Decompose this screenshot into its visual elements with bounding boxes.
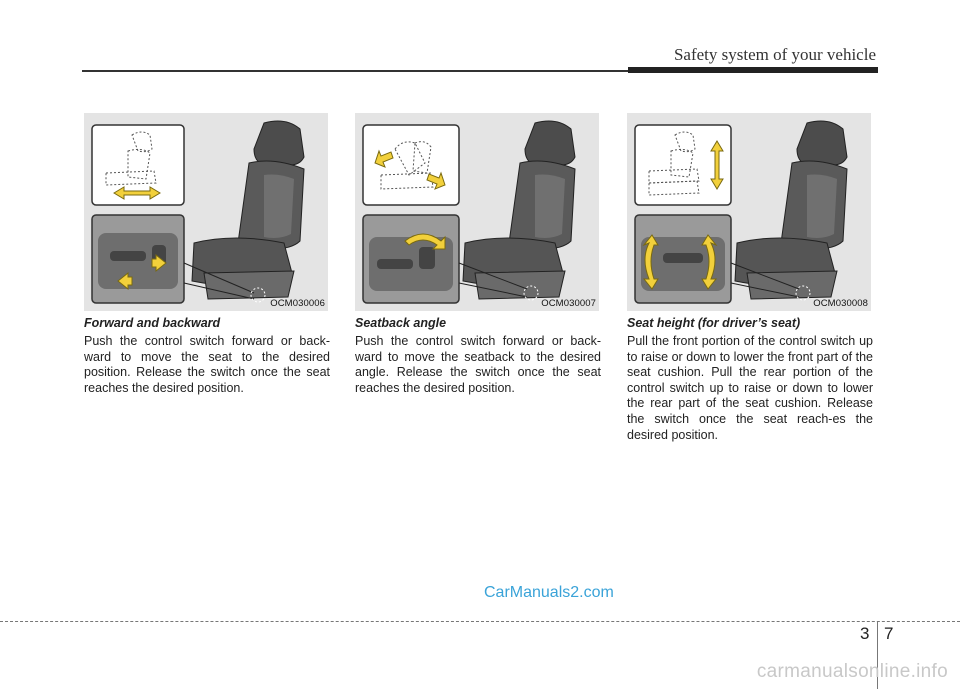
inset-seat-diagram <box>363 125 459 205</box>
site-watermark: carmanualsonline.info <box>756 661 948 682</box>
seat-illustration <box>192 121 304 299</box>
section-body-forward-backward: Push the control switch forward or back-ward to move the seat to the desired position. Release the switch once the seat reaches the desired position. <box>84 334 330 395</box>
section-title-seatback-angle: Seatback angle <box>355 316 447 330</box>
figure-seatback-angle <box>355 113 599 311</box>
seat-illustration <box>735 121 847 299</box>
inset-seat-diagram <box>92 125 184 205</box>
carmanuals-watermark-link[interactable]: CarManuals2.com <box>484 584 614 601</box>
figure-seat-height <box>627 113 871 311</box>
section-body-seat-height: Pull the front portion of the control switch up to raise or down to lower the front part of the seat cushion. Pull the rear portion of the control switch up to raise or down to lower the rear part of the seat cushion. Release the switch once the seat reach-es the desired position. <box>627 334 873 442</box>
seat-illustration <box>463 121 575 299</box>
section-title-forward-backward: Forward and backward <box>84 316 221 330</box>
page-number: 7 <box>884 624 894 643</box>
inset-seat-diagram <box>635 125 731 205</box>
figure-code: OCM030006 <box>270 298 325 309</box>
header-rule <box>82 70 628 72</box>
section-body-seatback-angle: Push the control switch forward or back-ward to move the seatback to the desired angle. Release the switch once the seat reaches the desired position. <box>355 334 601 395</box>
page-header-title: Safety system of your vehicle <box>673 45 876 64</box>
chapter-number: 3 <box>860 624 870 643</box>
figure-forward-backward <box>84 113 328 311</box>
figure-code: OCM030007 <box>541 298 596 309</box>
figure-code: OCM030008 <box>813 298 868 309</box>
header-rule-accent <box>628 67 878 73</box>
section-title-seat-height: Seat height (for driver’s seat) <box>627 316 801 330</box>
footer-rule <box>0 621 960 622</box>
